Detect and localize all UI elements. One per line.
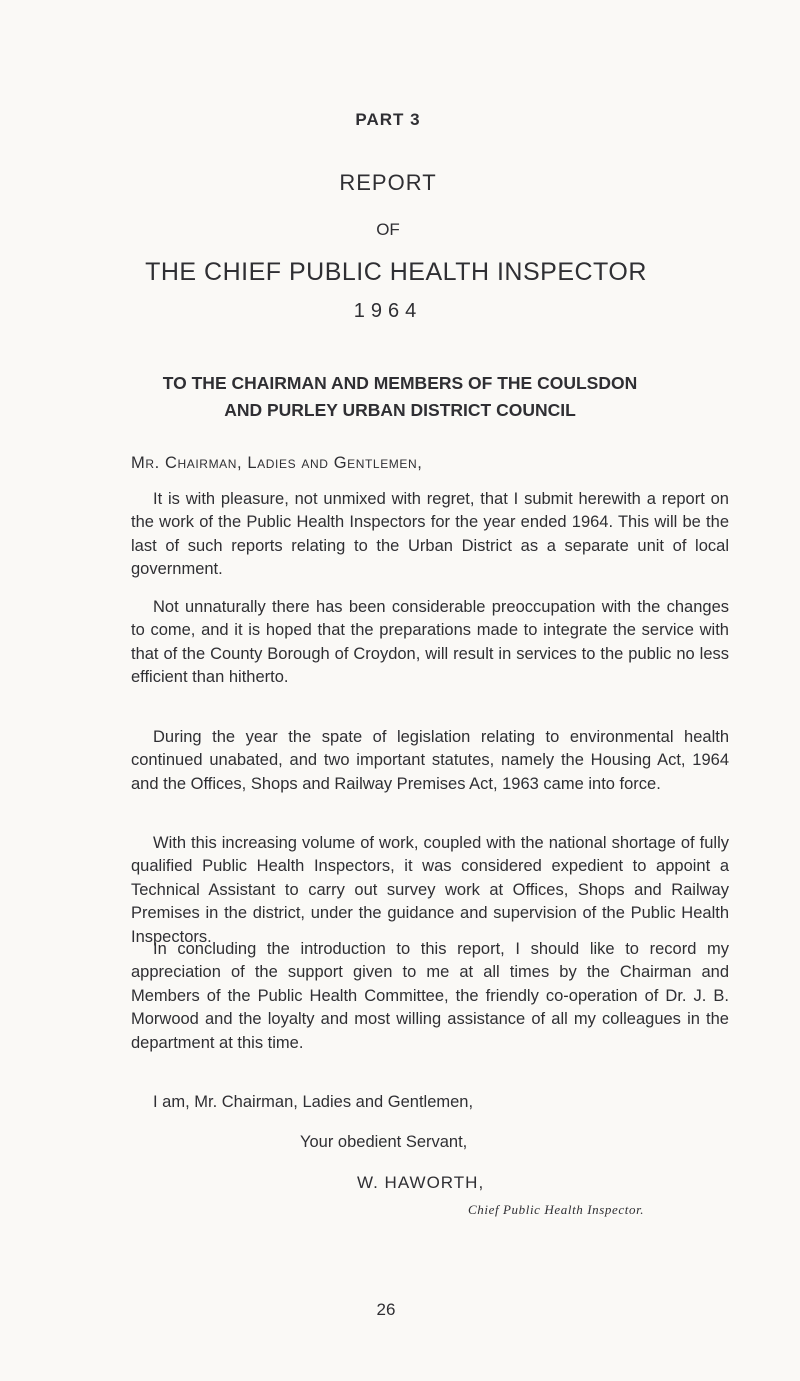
page-number: 26 (376, 1300, 396, 1319)
report-heading: REPORT (339, 170, 437, 195)
report-year: 1964 (353, 300, 423, 322)
paragraph-4: With this increasing volume of work, coupled with the national shortage of fully qualified Public Health Inspectors, it was considered expedient to appoint a Technical Assistant to carry out survey work at Offices, Shops and Railway Premises in the district, under the guidance and supervision of the Public Health Inspectors. (131, 834, 729, 946)
paragraph-2: Not unnaturally there has been considerable preoccupation with the changes to come, and it is hoped that the preparations made to integrate the service with that of the County Borough of Croydon, will result in services to the public no less efficient than hitherto. (131, 598, 729, 687)
addressee-line-2: AND PURLEY URBAN DISTRICT COUNCIL (224, 400, 576, 420)
addressee-block (0, 370, 800, 424)
part-heading: PART 3 (355, 110, 421, 129)
paragraph-5: In concluding the introduction to this report, I should like to record my appreciation of the support given to me at all times by the Chairman and Members of the Public Health Committee, the friendly co-operation of Dr. J. B. Morwood and the loyalty and most willing assistance of all my colleagues in the department at this time. (131, 940, 729, 1052)
salutation: Mr. Chairman, Ladies and Gentlemen, (131, 454, 423, 472)
of-heading: OF (376, 220, 400, 239)
closing-servant: Your obedient Servant, (300, 1133, 468, 1151)
paragraph-1: It is with pleasure, not unmixed with regret, that I submit herewith a report on the work of the Public Health Inspectors for the year ended 1964. This will be the last of such reports relating to the Urban District as a separate unit of local government. (131, 490, 729, 579)
closing-line: I am, Mr. Chairman, Ladies and Gentlemen, (153, 1093, 474, 1111)
signature-title: Chief Public Health Inspector. (468, 1202, 645, 1217)
addressee-line-1: TO THE CHAIRMAN AND MEMBERS OF THE COULSDON (162, 373, 638, 393)
document-title: THE CHIEF PUBLIC HEALTH INSPECTOR (145, 258, 647, 286)
signature-name: W. HAWORTH, (357, 1173, 485, 1192)
paragraph-3: During the year the spate of legislation relating to environmental health continued unabated, and two important statutes, namely the Housing Act, 1964 and the Offices, Shops and Railway Premises Act, 1963 came into force. (131, 728, 729, 793)
